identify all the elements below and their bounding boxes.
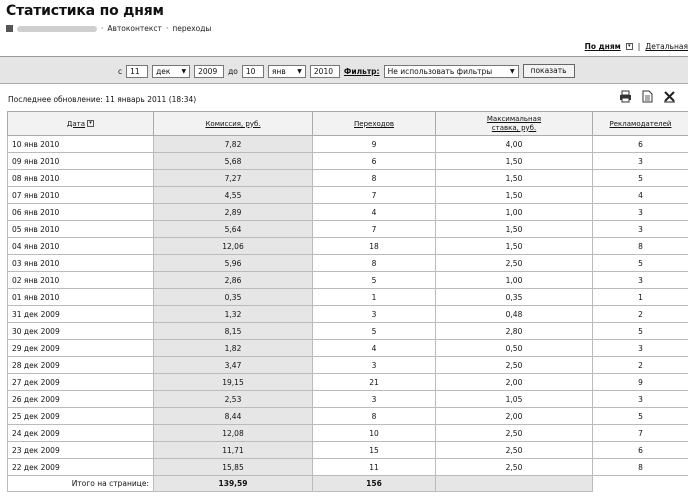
- cell-date: 09 янв 2010: [8, 153, 154, 170]
- to-day-input[interactable]: 10: [242, 65, 264, 78]
- cell-max-bid: 2,50: [436, 357, 593, 374]
- cell-max-bid: 2,00: [436, 408, 593, 425]
- breadcrumb-section[interactable]: Автоконтекст: [107, 24, 162, 33]
- cell-max-bid: 0,50: [436, 340, 593, 357]
- cell-max-bid: 1,50: [436, 170, 593, 187]
- table-row: [8, 374, 688, 391]
- cell-advertisers: 1: [593, 289, 688, 306]
- table-row: [8, 391, 688, 408]
- cell-commission: 7,82: [154, 136, 313, 153]
- table-row: [8, 289, 688, 306]
- cell-max-bid: 1,00: [436, 204, 593, 221]
- cell-date: 27 дек 2009: [8, 374, 154, 391]
- cell-date: 23 дек 2009: [8, 442, 154, 459]
- cell-advertisers: 3: [593, 204, 688, 221]
- table-header-row: [8, 112, 688, 136]
- cell-clicks: 21: [313, 374, 436, 391]
- cell-commission: 7,27: [154, 170, 313, 187]
- cell-advertisers: 5: [593, 170, 688, 187]
- cell-commission: 15,85: [154, 459, 313, 476]
- cell-clicks: 1: [313, 289, 436, 306]
- cell-date: 05 янв 2010: [8, 221, 154, 238]
- table-row: [8, 136, 688, 153]
- cell-advertisers: 3: [593, 340, 688, 357]
- cell-clicks: 8: [313, 408, 436, 425]
- blurred-site-name: [17, 26, 97, 32]
- cell-clicks: 11: [313, 459, 436, 476]
- chevron-down-icon: ▼: [297, 67, 302, 75]
- totals-label: Итого на странице:: [8, 476, 154, 492]
- cell-max-bid: 2,50: [436, 442, 593, 459]
- column-header-commission[interactable]: Комиссия, руб.: [154, 112, 313, 136]
- cell-commission: 12,06: [154, 238, 313, 255]
- cell-date: 10 янв 2010: [8, 136, 154, 153]
- table-row: [8, 221, 688, 238]
- cell-commission: 3,47: [154, 357, 313, 374]
- site-icon: [6, 25, 13, 32]
- cell-commission: 5,64: [154, 221, 313, 238]
- cell-clicks: 5: [313, 272, 436, 289]
- from-month-select[interactable]: [152, 65, 190, 78]
- cell-date: 07 янв 2010: [8, 187, 154, 204]
- view-detailed-link[interactable]: Детальная: [645, 42, 688, 51]
- export-tools: [619, 90, 676, 103]
- cell-date: 30 дек 2009: [8, 323, 154, 340]
- cell-clicks: 8: [313, 170, 436, 187]
- cell-advertisers: 7: [593, 425, 688, 442]
- cell-max-bid: 1,50: [436, 187, 593, 204]
- cell-date: 22 дек 2009: [8, 459, 154, 476]
- cell-date: 02 янв 2010: [8, 272, 154, 289]
- cell-max-bid: 0,35: [436, 289, 593, 306]
- cell-commission: 2,53: [154, 391, 313, 408]
- cell-date: 24 дек 2009: [8, 425, 154, 442]
- cell-commission: 11,71: [154, 442, 313, 459]
- table-row: [8, 238, 688, 255]
- cell-clicks: 10: [313, 425, 436, 442]
- cell-max-bid: 1,50: [436, 238, 593, 255]
- cell-clicks: 4: [313, 204, 436, 221]
- cell-max-bid: 2,50: [436, 425, 593, 442]
- cell-max-bid: 0,48: [436, 306, 593, 323]
- table-row: [8, 187, 688, 204]
- cell-clicks: 6: [313, 153, 436, 170]
- to-year-input[interactable]: 2010: [310, 65, 340, 78]
- to-month-value: янв: [271, 66, 286, 76]
- to-month-select[interactable]: [268, 65, 306, 78]
- cell-date: 28 дек 2009: [8, 357, 154, 374]
- cell-commission: 5,96: [154, 255, 313, 272]
- cell-commission: 2,86: [154, 272, 313, 289]
- filter-bar: [0, 56, 688, 84]
- column-header-clicks[interactable]: Переходов: [313, 112, 436, 136]
- cell-date: 25 дек 2009: [8, 408, 154, 425]
- sort-icon[interactable]: ▾: [87, 120, 94, 127]
- cell-advertisers: 2: [593, 357, 688, 374]
- cell-advertisers: 3: [593, 221, 688, 238]
- from-label: с: [118, 66, 123, 76]
- cell-clicks: 4: [313, 340, 436, 357]
- cell-commission: 12,08: [154, 425, 313, 442]
- filter-select-value: Не использовать фильтры: [387, 66, 493, 76]
- chevron-down-icon: ▼: [509, 67, 515, 75]
- cell-commission: 5,68: [154, 153, 313, 170]
- totals-clicks: 156: [313, 476, 436, 492]
- calendar-icon[interactable]: ▾: [626, 43, 633, 50]
- column-header-advertisers[interactable]: Рекламодателей: [593, 112, 688, 136]
- cell-commission: 8,44: [154, 408, 313, 425]
- cell-commission: 2,89: [154, 204, 313, 221]
- cell-max-bid: 2,50: [436, 459, 593, 476]
- cell-max-bid: 1,50: [436, 153, 593, 170]
- print-icon[interactable]: [619, 90, 632, 103]
- view-separator: |: [637, 42, 641, 51]
- cell-advertisers: 3: [593, 272, 688, 289]
- totals-blank-cell: [593, 476, 688, 492]
- column-header-max-bid-line1: Максимальная: [486, 114, 542, 123]
- cell-commission: 4,55: [154, 187, 313, 204]
- cell-clicks: 18: [313, 238, 436, 255]
- show-button[interactable]: показать: [523, 64, 575, 78]
- cell-advertisers: 5: [593, 255, 688, 272]
- cell-date: 04 янв 2010: [8, 238, 154, 255]
- column-header-date[interactable]: [8, 112, 154, 136]
- table-row: [8, 323, 688, 340]
- cell-commission: 1,32: [154, 306, 313, 323]
- cell-advertisers: 6: [593, 442, 688, 459]
- table-row: [8, 306, 688, 323]
- page-title: Статистика по дням: [6, 3, 164, 19]
- cell-date: 29 дек 2009: [8, 340, 154, 357]
- table-row: [8, 255, 688, 272]
- table-row: [8, 204, 688, 221]
- breadcrumb: [6, 24, 211, 33]
- cell-date: 06 янв 2010: [8, 204, 154, 221]
- last-update-text: Последнее обновление: 11 январь 2011 (18:34): [8, 95, 197, 104]
- breadcrumb-separator: ·: [165, 24, 169, 33]
- totals-empty-cell: [436, 476, 593, 492]
- view-switcher: [585, 42, 688, 51]
- cell-commission: 1,82: [154, 340, 313, 357]
- table-row: [8, 357, 688, 374]
- cell-max-bid: 1,50: [436, 221, 593, 238]
- chevron-down-icon: ▼: [181, 67, 187, 75]
- breadcrumb-separator: ·: [101, 24, 104, 33]
- table-row: [8, 459, 688, 476]
- cell-commission: 19,15: [154, 374, 313, 391]
- cell-date: 31 дек 2009: [8, 306, 154, 323]
- table-row: [8, 170, 688, 187]
- excel-icon[interactable]: [663, 90, 676, 103]
- cell-advertisers: 5: [593, 408, 688, 425]
- view-by-day-link[interactable]: По дням: [584, 42, 621, 51]
- filter-label[interactable]: Фильтр:: [343, 66, 380, 76]
- cell-clicks: 5: [313, 323, 436, 340]
- cell-advertisers: 8: [593, 459, 688, 476]
- table-row: [8, 425, 688, 442]
- cell-max-bid: 4,00: [436, 136, 593, 153]
- column-header-date-label: Дата: [66, 119, 86, 128]
- cell-date: 03 янв 2010: [8, 255, 154, 272]
- to-label: до: [228, 66, 238, 76]
- table-row: [8, 272, 688, 289]
- cell-advertisers: 2: [593, 306, 688, 323]
- cell-max-bid: 1,00: [436, 272, 593, 289]
- table-row: [8, 442, 688, 459]
- cell-date: 26 дек 2009: [8, 391, 154, 408]
- table-row: [8, 340, 688, 357]
- from-day-input[interactable]: 11: [126, 65, 148, 78]
- from-month-value: дек: [156, 66, 171, 76]
- table-row: [8, 153, 688, 170]
- table-row: [8, 408, 688, 425]
- totals-row: [8, 476, 688, 492]
- cell-advertisers: 5: [593, 323, 688, 340]
- cell-advertisers: 4: [593, 187, 688, 204]
- cell-clicks: 3: [313, 306, 436, 323]
- cell-max-bid: 1,05: [436, 391, 593, 408]
- cell-clicks: 3: [313, 391, 436, 408]
- from-year-input[interactable]: 2009: [194, 65, 224, 78]
- cell-clicks: 7: [313, 221, 436, 238]
- cell-max-bid: 2,80: [436, 323, 593, 340]
- cell-max-bid: 2,00: [436, 374, 593, 391]
- cell-advertisers: 3: [593, 391, 688, 408]
- document-icon[interactable]: [641, 90, 654, 103]
- cell-advertisers: 9: [593, 374, 688, 391]
- totals-commission: 139,59: [154, 476, 313, 492]
- cell-date: 08 янв 2010: [8, 170, 154, 187]
- cell-commission: 8,15: [154, 323, 313, 340]
- cell-clicks: 3: [313, 357, 436, 374]
- cell-advertisers: 8: [593, 238, 688, 255]
- cell-clicks: 7: [313, 187, 436, 204]
- cell-clicks: 8: [313, 255, 436, 272]
- cell-date: 01 янв 2010: [8, 289, 154, 306]
- filter-select[interactable]: [384, 65, 519, 78]
- cell-advertisers: 3: [593, 153, 688, 170]
- cell-advertisers: 6: [593, 136, 688, 153]
- stats-table: [7, 111, 688, 492]
- cell-clicks: 15: [313, 442, 436, 459]
- cell-clicks: 9: [313, 136, 436, 153]
- column-header-max-bid[interactable]: [436, 112, 593, 136]
- cell-max-bid: 2,50: [436, 255, 593, 272]
- cell-commission: 0,35: [154, 289, 313, 306]
- breadcrumb-current: переходы: [172, 24, 212, 33]
- column-header-max-bid-line2: ставка, руб.: [491, 123, 537, 132]
